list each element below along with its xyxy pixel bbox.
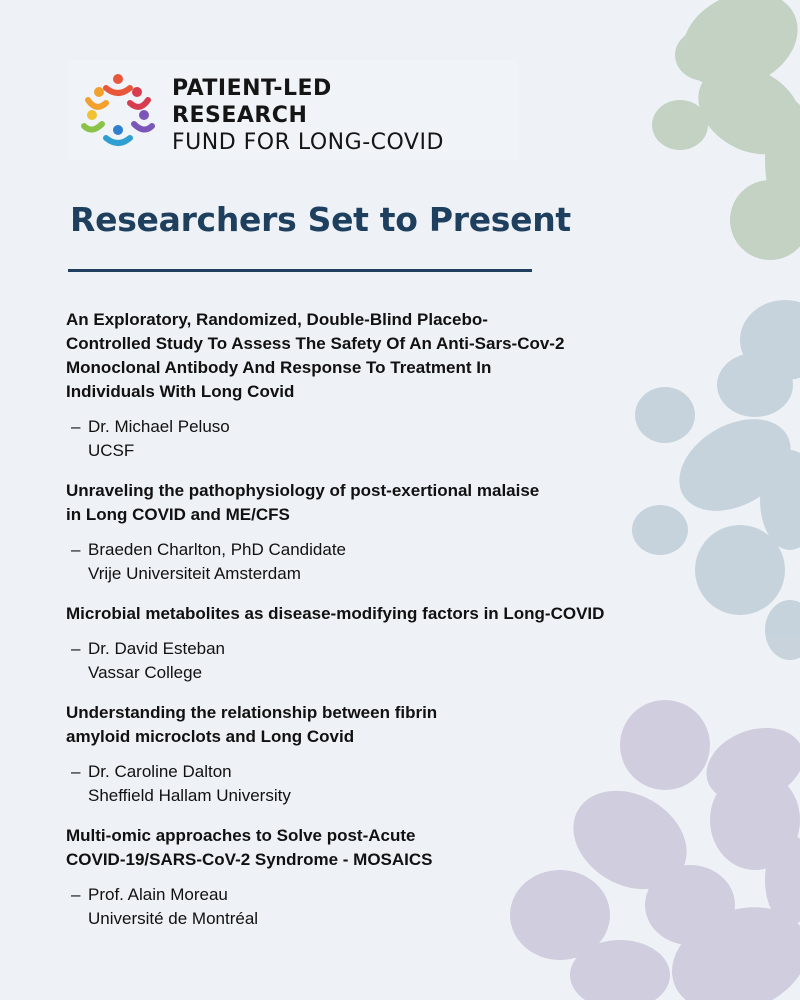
people-circle-logo-icon [78, 70, 158, 150]
presentation-entry [66, 824, 686, 931]
presentation-entry [66, 479, 686, 586]
presenter-block [66, 760, 686, 808]
presenter-affiliation: Vrije Universiteit Amsterdam [88, 564, 301, 583]
presenter-block [66, 883, 686, 931]
presentation-title: An Exploratory, Randomized, Double-Blind Placebo- Controlled Study To Assess The Safety Of An Anti-Sars-Cov-2 Monoclonal Antibody And Response To Treatment In Individuals With Long Covid [66, 310, 565, 401]
presenter-block [66, 538, 686, 586]
presenter-affiliation: Vassar College [88, 663, 203, 682]
dash: – [71, 639, 81, 658]
presentation-title: Microbial metabolites as disease-modifying factors in Long-COVID [66, 604, 605, 623]
presentation-title: Multi-omic approaches to Solve post-Acute COVID-19/SARS-CoV-2 Syndrome - MOSAICS [66, 826, 433, 869]
dash: – [71, 762, 81, 781]
logo-line-2: RESEARCH [172, 103, 308, 128]
presenter-affiliation: Université de Montréal [88, 909, 259, 928]
presenter-name: Dr. Caroline Dalton [88, 762, 232, 781]
dash: – [71, 540, 81, 559]
presenter-name: Dr. David Esteban [88, 639, 226, 658]
presentation-entry [66, 308, 686, 463]
presentation-title: Unraveling the pathophysiology of post-exertional malaise in Long COVID and ME/CFS [66, 481, 540, 524]
logo-line-3: FUND FOR LONG-COVID [172, 130, 444, 155]
presenter-affiliation: UCSF [88, 441, 135, 460]
presentation-title: Understanding the relationship between fibrin amyloid microclots and Long Covid [66, 703, 438, 746]
presenter-name: Prof. Alain Moreau [88, 885, 228, 904]
presenter-block [66, 415, 686, 463]
presenter-block [66, 637, 686, 685]
presenter-name: Dr. Michael Peluso [88, 417, 230, 436]
logo-line-1: PATIENT-LED [172, 76, 332, 101]
presentation-entry [66, 602, 686, 685]
presenter-name: Braeden Charlton, PhD Candidate [88, 540, 346, 559]
title-divider [68, 269, 532, 272]
presenter-affiliation: Sheffield Hallam University [88, 786, 291, 805]
page-title: Researchers Set to Present [70, 200, 571, 239]
dash: – [71, 417, 81, 436]
presentation-entry [66, 701, 686, 808]
green-shapes [652, 0, 800, 260]
logo [68, 60, 518, 160]
logo-wordmark [172, 75, 444, 156]
dash: – [71, 885, 81, 904]
presentation-list [66, 308, 686, 947]
